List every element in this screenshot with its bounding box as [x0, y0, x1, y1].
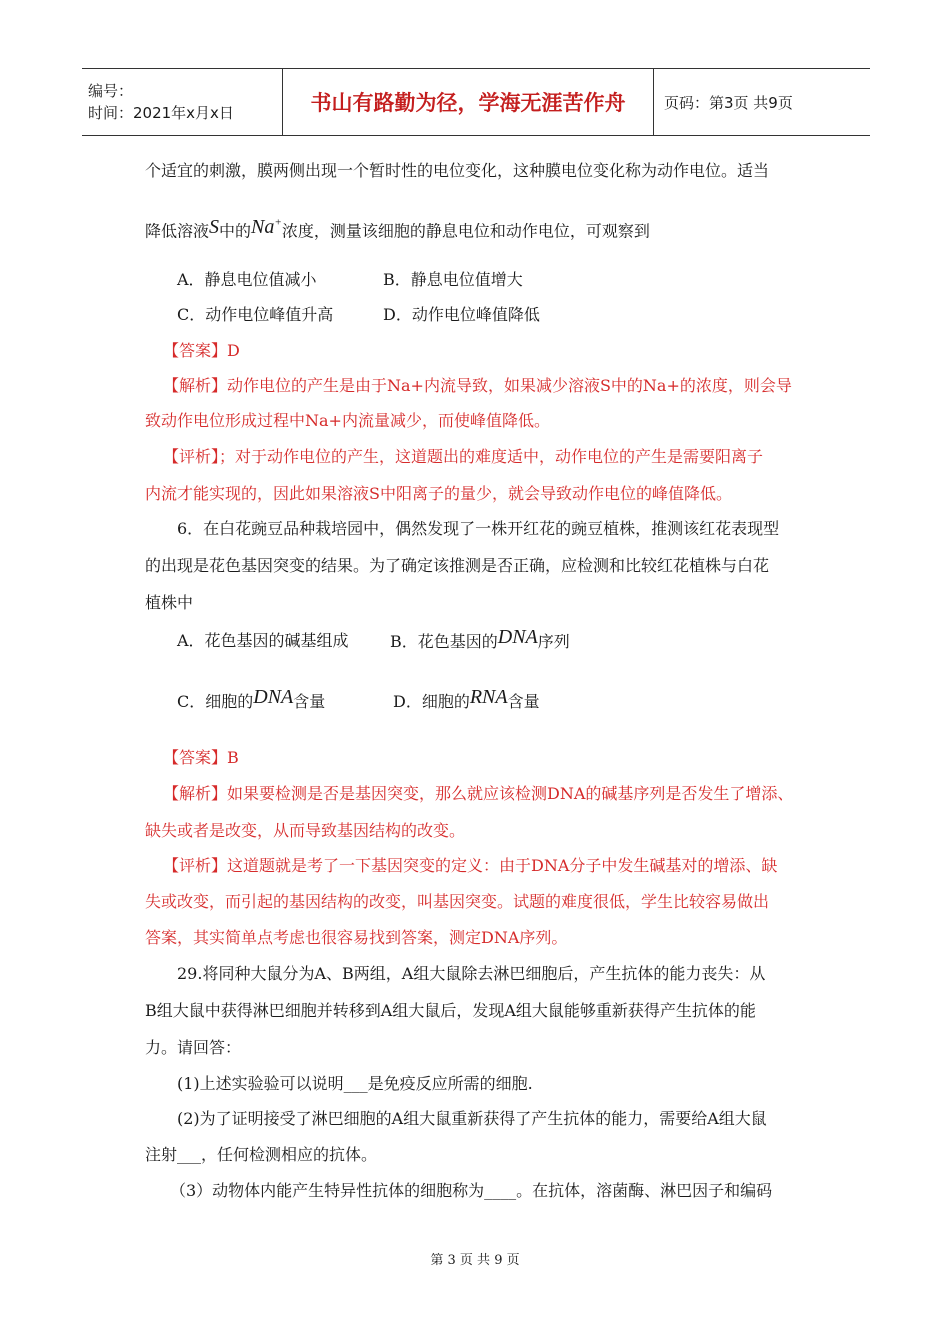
q29-line2: B组大鼠中获得淋巴细胞并转移到A组大鼠后，发现A组大鼠能够重新获得产生抗体的能 [145, 1001, 756, 1020]
q6-option-b-a: B．花色基因的 [390, 632, 498, 651]
q6-option-d [393, 686, 540, 713]
q6-option-d-b: 含量 [507, 692, 540, 711]
motto-text: 书山有路勤为径，学海无涯苦作舟 [310, 91, 626, 115]
math-dna-b: DNA [497, 626, 538, 648]
q6-line2: 的出现是花色基因突变的结果。为了确定该推测是否正确，应检测和比较红花植株与白花 [145, 556, 770, 575]
math-na-base: Na [251, 215, 275, 238]
q5-option-d: D．动作电位峰值降低 [383, 305, 540, 324]
q5-line1: 个适宜的刺激，膜两侧出现一个暂时性的电位变化，这种膜电位变化称为动作电位。适当 [145, 161, 770, 180]
q6-option-c-b: 含量 [293, 692, 326, 711]
q5-answer: 【答案】D [163, 341, 240, 360]
math-rna-d: RNA [469, 686, 508, 708]
q29-line3: 力。请回答： [145, 1038, 242, 1057]
q5-analysis-line1: 【解析】动作电位的产生是由于Na+内流导致，如果减少溶液S中的Na+的浓度，则会导 [163, 376, 792, 395]
q6-option-b-b: 序列 [537, 632, 570, 651]
q5-line2-b: 中的 [219, 221, 252, 241]
q5-line2-c: 浓度，测量该细胞的静息电位和动作电位，可观察到 [281, 221, 650, 241]
q6-answer: 【答案】B [163, 748, 239, 767]
q6-option-c [177, 686, 326, 713]
q29-sub2-line2: 注射___，任何检测相应的抗体。 [145, 1145, 378, 1164]
q29-sub2-line1: (2)为了证明接受了淋巴细胞的A组大鼠重新获得了产生抗体的能力，需要给A组大鼠 [177, 1109, 767, 1128]
page-header [82, 68, 870, 136]
q29-line1: 29.将同种大鼠分为A、B两组，A组大鼠除去淋巴细胞后，产生抗体的能力丧失：从 [177, 964, 766, 983]
q29-sub1: (1)上述实验验可以说明___是免疫反应所需的细胞. [177, 1074, 533, 1093]
q5-option-b: B．静息电位值增大 [383, 270, 523, 289]
q5-option-c: C．动作电位峰值升高 [177, 305, 334, 324]
q29-sub3: （3）动物体内能产生特异性抗体的细胞称为____。在抗体，溶菌酶、淋巴因子和编码 [170, 1181, 773, 1200]
header-motto [282, 69, 654, 135]
q6-analysis-line1: 【解析】如果要检测是否是基因突变，那么就应该检测DNA的碱基序列是否发生了增添、 [163, 784, 794, 803]
math-s: S [209, 215, 220, 238]
page-footer: 第 3 页 共 9 页 [430, 1253, 520, 1268]
math-dna-c: DNA [253, 686, 294, 708]
q6-option-c-a: C．细胞的 [177, 692, 254, 711]
q5-line2 [145, 215, 650, 243]
q6-line1: 6．在白花豌豆品种栽培园中，偶然发现了一株开红花的豌豆植株，推测该红花表现型 [177, 519, 780, 538]
header-page-info: 页码：第3页 共9页 [664, 93, 793, 112]
q5-line2-a: 降低溶液 [145, 221, 210, 241]
q5-comment-line1: 【评析】；对于动作电位的产生，这道题出的难度适中，动作电位的产生是需要阳离子 [163, 447, 764, 466]
time-label: 时间：2021年x月x日 [88, 104, 234, 122]
q6-comment-line2: 失或改变，而引起的基因结构的改变，叫基因突变。试题的难度很低，学生比较容易做出 [145, 892, 770, 911]
q5-analysis-line2: 致动作电位形成过程中Na+内流量减少，而使峰值降低。 [145, 411, 550, 430]
q6-line3: 植株中 [145, 593, 194, 612]
q5-option-a: A．静息电位值减小 [177, 270, 317, 289]
q6-analysis-line2: 缺失或者是改变，从而导致基因结构的改变。 [145, 821, 466, 840]
q5-comment-line2: 内流才能实现的，因此如果溶液S中阳离子的量少，就会导致动作电位的峰值降低。 [145, 484, 732, 503]
q6-comment-line1: 【评析】这道题就是考了一下基因突变的定义：由于DNA分子中发生碱基对的增添、缺 [163, 856, 778, 875]
math-na-sup: + [274, 216, 282, 228]
math-na [251, 216, 282, 238]
q6-option-b [390, 626, 570, 653]
q6-option-d-a: D．细胞的 [393, 692, 470, 711]
q6-option-a: A．花色基因的碱基组成 [177, 631, 349, 650]
header-meta [82, 69, 282, 135]
q6-comment-line3: 答案，其实简单点考虑也很容易找到答案，测定DNA序列。 [145, 928, 568, 947]
number-label: 编号： [88, 82, 134, 100]
